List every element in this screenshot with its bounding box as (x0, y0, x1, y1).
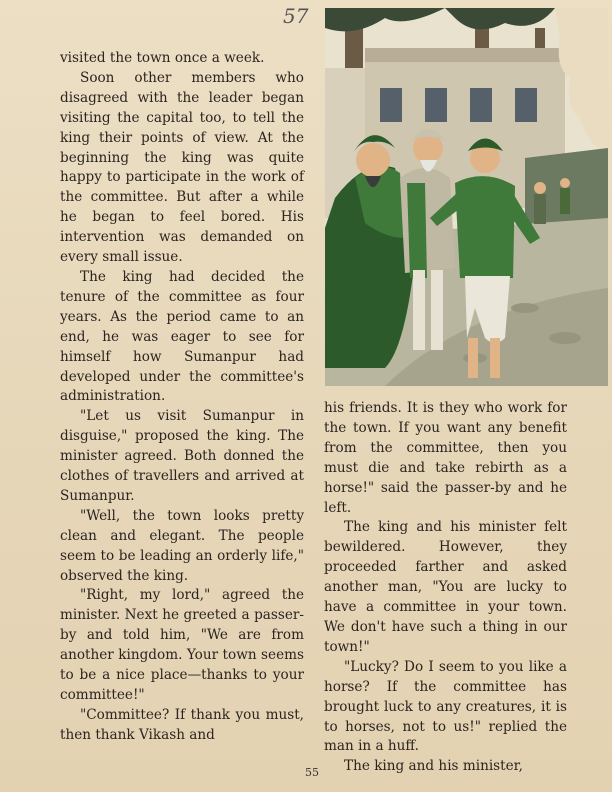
paragraph: his friends. It is they who work for the town. If you want any benefit from the committee, then you must die and take rebirth as a horse!" said the passer-by and he left. (324, 400, 567, 516)
handwritten-page-mark: 57 (283, 4, 309, 28)
right-text-column (324, 399, 567, 777)
paragraph: "Lucky? Do I seem to you like a horse? If the committee has brought luck to any creatures, it is to horses, not to us!" replied the man in a huff. (324, 658, 567, 755)
paragraph: The king had decided the tenure of the committee as four years. As the period came to an end, he was eager to see for himself how Sumanpur had developed under the committee's administration. (60, 268, 304, 405)
paragraph: "Well, the town looks pretty clean and elegant. The people seem to be leading an orderly life," observed the king. (60, 507, 304, 584)
paragraph: "Right, my lord," agreed the minister. Next he greeted a passer-by and told him, "We are from another kingdom. Your town seems to be a nice place—thanks to your committee!" (60, 587, 304, 703)
page-number: 55 (305, 766, 319, 779)
paragraph: The king and his minister felt bewildered. However, they proceeded farther and asked another man, "You are lucky to have a committee in your town. We don't have such a thing in our town!" (324, 519, 567, 655)
paragraph: The king and his minister, (344, 758, 523, 775)
paragraph: "Let us visit Sumanpur in disguise," proposed the king. The minister agreed. Both donned the clothes of travellers and arrived at Sumanpur. (60, 408, 304, 504)
paragraph: "Committee? If thank you must, then thank Vikash and (60, 706, 304, 743)
street-scene-illustration (325, 8, 608, 386)
paragraph: Soon other members who disagreed with the leader began visiting the capital too, to tell the king their points of view. At the beginning the king was quite happy to participate in the work of the committee. But after a while he began to feel bored. His intervention was demanded on every small issue. (60, 69, 304, 266)
paragraph: visited the town once a week. (60, 50, 265, 66)
story-illustration (325, 8, 608, 386)
left-text-column (60, 49, 304, 746)
